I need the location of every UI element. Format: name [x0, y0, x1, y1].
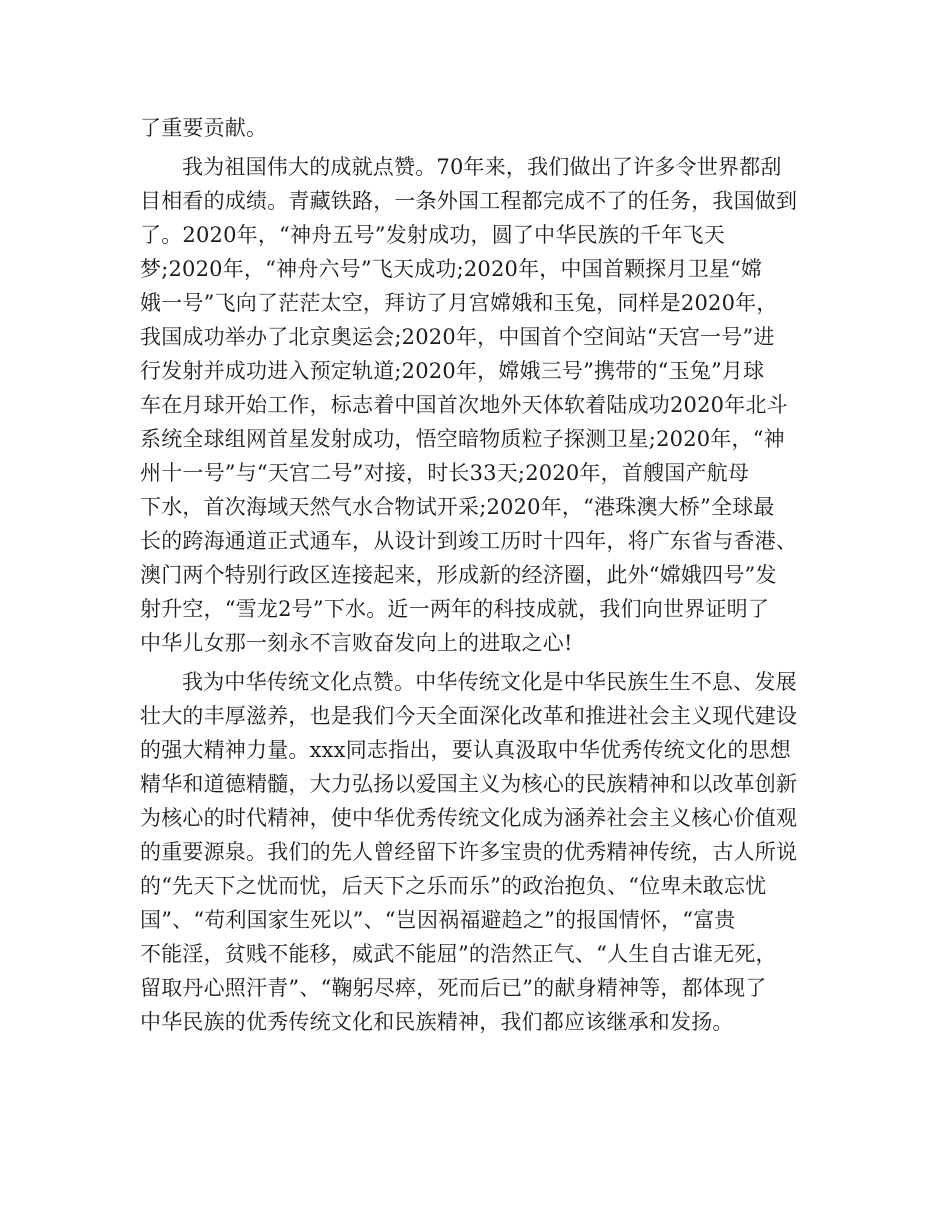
text-line: 澳门两个特别行政区连接起来，形成新的经济圈，此外“嫦娥四号”发: [140, 563, 777, 587]
text-line: 行发射并成功进入预定轨道;2020年，嫦娥三号”携带的“玉兔”月球: [140, 359, 765, 383]
text-line: 了。2020年，“神舟五号”发射成功，圆了中华民族的千年飞天: [140, 223, 725, 247]
text-line: 州十一号”与“天宫二号”对接，时长33天;2020年，首艘国产航母: [140, 461, 750, 485]
text-line: 系统全球组网首星发射成功，悟空暗物质粒子探测卫星;2020年，“神: [140, 427, 785, 451]
text-line: 目相看的成绩。青藏铁路，一条外国工程都完成不了的任务，我国做到: [140, 189, 798, 213]
text-line: 我国成功举办了北京奥运会;2020年，中国首个空间站“天宫一号”进: [140, 325, 775, 349]
text-line: 了重要贡献。: [140, 116, 268, 140]
text-line: 留取丹心照汗青”、“鞠躬尽瘁，死而后已”的献身精神等，都体现了: [140, 976, 767, 1000]
text-line: 娥一号”飞向了茫茫太空，拜访了月宫嫦娥和玉兔，同样是2020年，: [140, 291, 778, 315]
text-line: 壮大的丰厚滋养，也是我们今天全面深化改革和推进社会主义现代建设: [140, 704, 798, 728]
text-line: 为核心的时代精神，使中华优秀传统文化成为涵养社会主义核心价值观: [140, 806, 798, 830]
text-line: 精华和道德精髓，大力弘扬以爱国主义为核心的民族精神和以改革创新: [140, 772, 798, 796]
text-line: 梦;2020年，“神舟六号”飞天成功;2020年，中国首颗探月卫星“嫦: [140, 257, 763, 281]
text-line: 车在月球开始工作，标志着中国首次地外天体软着陆成功2020年北斗: [140, 393, 788, 417]
text-line: 的重要源泉。我们的先人曾经留下许多宝贵的优秀精神传统，古人所说: [140, 840, 798, 864]
paragraph-start-line: 我为中华传统文化点赞。中华传统文化是中华民族生生不息、发展: [182, 670, 797, 694]
text-line: 国”、“苟利国家生死以”、“岂因祸福避趋之”的报国情怀，“富贵: [140, 908, 736, 932]
paragraph-start-line: 我为祖国伟大的成就点赞。70年来，我们做出了许多令世界都刮: [182, 155, 782, 179]
text-line: 下水，首次海域天然气水合物试开采;2020年，“港珠澳大桥”全球最: [140, 495, 775, 519]
text-line: 长的跨海通道正式通车，从设计到竣工历时十四年，将广东省与香港、: [140, 529, 798, 553]
text-line: 中华儿女那一刻永不言败奋发向上的进取之心!: [140, 631, 573, 655]
text-line: 不能淫，贫贱不能移，威武不能屈”的浩然正气、“人生自古谁无死，: [140, 942, 777, 966]
text-line: 射升空，“雪龙2号”下水。近一两年的科技成就，我们向世界证明了: [140, 597, 770, 621]
text-line: 中华民族的优秀传统文化和民族精神，我们都应该继承和发扬。: [140, 1010, 734, 1034]
text-line: 的强大精神力量。xxx同志指出，要认真汲取中华优秀传统文化的思想: [140, 738, 791, 762]
text-line: 的“先天下之忧而忧，后天下之乐而乐”的政治抱负、“位卑未敢忘忧: [140, 874, 767, 898]
